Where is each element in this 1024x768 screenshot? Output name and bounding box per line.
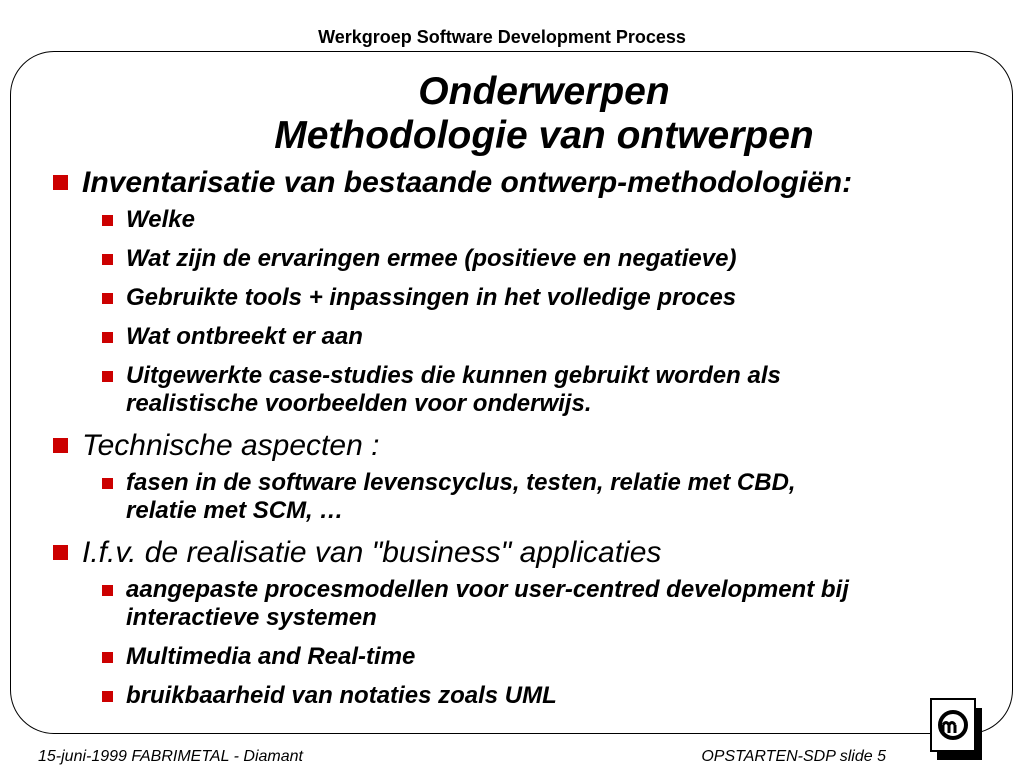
square-bullet-icon (102, 293, 113, 304)
section-label: I.f.v. de realisatie van "business" applicaties (82, 536, 662, 569)
title-line-1: Onderwerpen (418, 70, 670, 113)
list-item-text: Welke (126, 206, 195, 233)
section-label: Inventarisatie van bestaande ontwerp-methodologiën: (82, 166, 853, 199)
section-label: Technische aspecten : (82, 429, 380, 462)
square-bullet-icon (53, 545, 68, 560)
section-inventarisatie (50, 166, 1000, 200)
list-item-text: aangepaste procesmodellen voor user-centred development bij (126, 576, 849, 603)
list-item-text: Uitgewerkte case-studies die kunnen gebruikt worden als (126, 362, 781, 389)
list-item-text-continued: realistische voorbeelden voor onderwijs. (126, 390, 592, 417)
list-item (50, 469, 1000, 525)
list-item-text: Multimedia and Real-time (126, 643, 416, 670)
list-item (50, 643, 1000, 671)
bullet-list (50, 166, 1000, 721)
section-technische-aspecten (50, 429, 1000, 463)
footer-slide-info: OPSTARTEN-SDP slide 5 (701, 748, 886, 765)
list-item-text: bruikbaarheid van notaties zoals UML (126, 682, 557, 709)
square-bullet-icon (102, 585, 113, 596)
square-bullet-icon (102, 332, 113, 343)
square-bullet-icon (53, 438, 68, 453)
square-bullet-icon (102, 478, 113, 489)
list-item (50, 245, 1000, 273)
square-bullet-icon (102, 652, 113, 663)
list-item (50, 362, 1000, 418)
list-item-text: Wat zijn de ervaringen ermee (positieve en negatieve) (126, 245, 737, 272)
section-business-applicaties (50, 536, 1000, 570)
list-item-text: fasen in de software levenscyclus, testen, relatie met CBD, (126, 469, 796, 496)
title-line-2: Methodologie van ontwerpen (274, 114, 814, 157)
list-item (50, 682, 1000, 710)
list-item (50, 284, 1000, 312)
square-bullet-icon (102, 371, 113, 382)
list-item (50, 206, 1000, 234)
square-bullet-icon (53, 175, 68, 190)
slide-header: Werkgroep Software Development Process (318, 27, 686, 47)
list-item-text: Wat ontbreekt er aan (126, 323, 363, 350)
footer-date-event: 15-juni-1999 FABRIMETAL - Diamant (38, 748, 303, 765)
square-bullet-icon (102, 254, 113, 265)
list-item-text-continued: interactieve systemen (126, 604, 377, 631)
square-bullet-icon (102, 691, 113, 702)
square-bullet-icon (102, 215, 113, 226)
list-item (50, 576, 1000, 632)
list-item-text-continued: relatie met SCM, … (126, 497, 344, 524)
list-item-text: Gebruikte tools + inpassingen in het volledige proces (126, 284, 737, 311)
list-item (50, 323, 1000, 351)
company-logo-icon (930, 698, 982, 760)
slide-title (40, 70, 1024, 158)
